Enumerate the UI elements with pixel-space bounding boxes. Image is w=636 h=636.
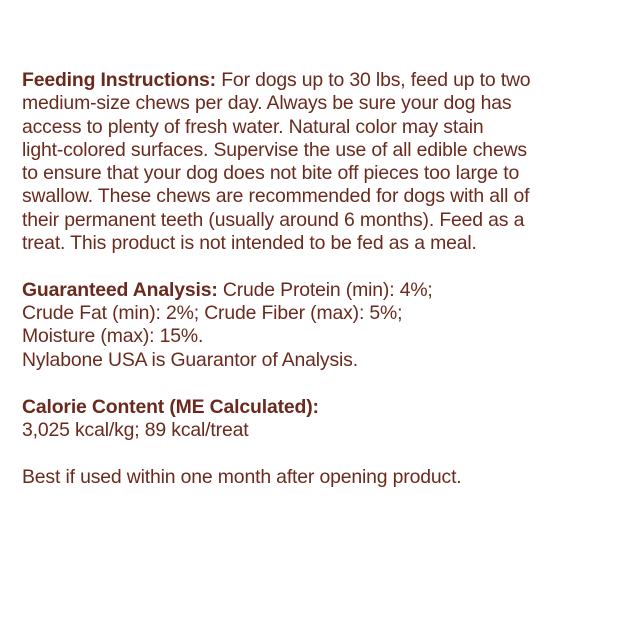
feeding-line: to ensure that your dog does not bite off pieces too large to — [22, 162, 520, 185]
calorie-content — [22, 396, 622, 443]
calorie-content-heading: Calorie Content (ME Calculated): — [22, 395, 319, 418]
feeding-line: treat. This product is not intended to be fed as a meal. — [22, 232, 477, 255]
storage-note — [22, 466, 622, 489]
analysis-line: Crude Fat (min): 2%; Crude Fiber (max): 5%; — [22, 302, 403, 325]
feeding-line: swallow. These chews are recommended for dogs with all of — [22, 185, 530, 208]
analysis-line: Crude Protein (min): 4%; — [217, 278, 433, 301]
feeding-line: For dogs up to 30 lbs, feed up to two — [216, 69, 531, 91]
calorie-line: 3,025 kcal/kg; 89 kcal/treat — [22, 418, 249, 441]
feeding-instructions — [22, 69, 622, 255]
label-text-panel — [22, 69, 622, 512]
guaranteed-analysis-heading: Guaranteed Analysis: — [22, 278, 218, 301]
feeding-instructions-heading: Feeding Instructions: — [22, 69, 216, 91]
feeding-line: access to plenty of fresh water. Natural color may stain — [22, 115, 484, 138]
feeding-line: light-colored surfaces. Supervise the use of all edible chews — [22, 138, 527, 161]
guaranteed-analysis — [22, 279, 622, 372]
analysis-line: Nylabone USA is Guarantor of Analysis. — [22, 348, 358, 371]
analysis-line: Moisture (max): 15%. — [22, 325, 204, 348]
feeding-line: medium-size chews per day. Always be sure your dog has — [22, 92, 512, 115]
feeding-line: their permanent teeth (usually around 6 months). Feed as a — [22, 208, 525, 231]
storage-note-text: Best if used within one month after opening product. — [22, 465, 462, 488]
